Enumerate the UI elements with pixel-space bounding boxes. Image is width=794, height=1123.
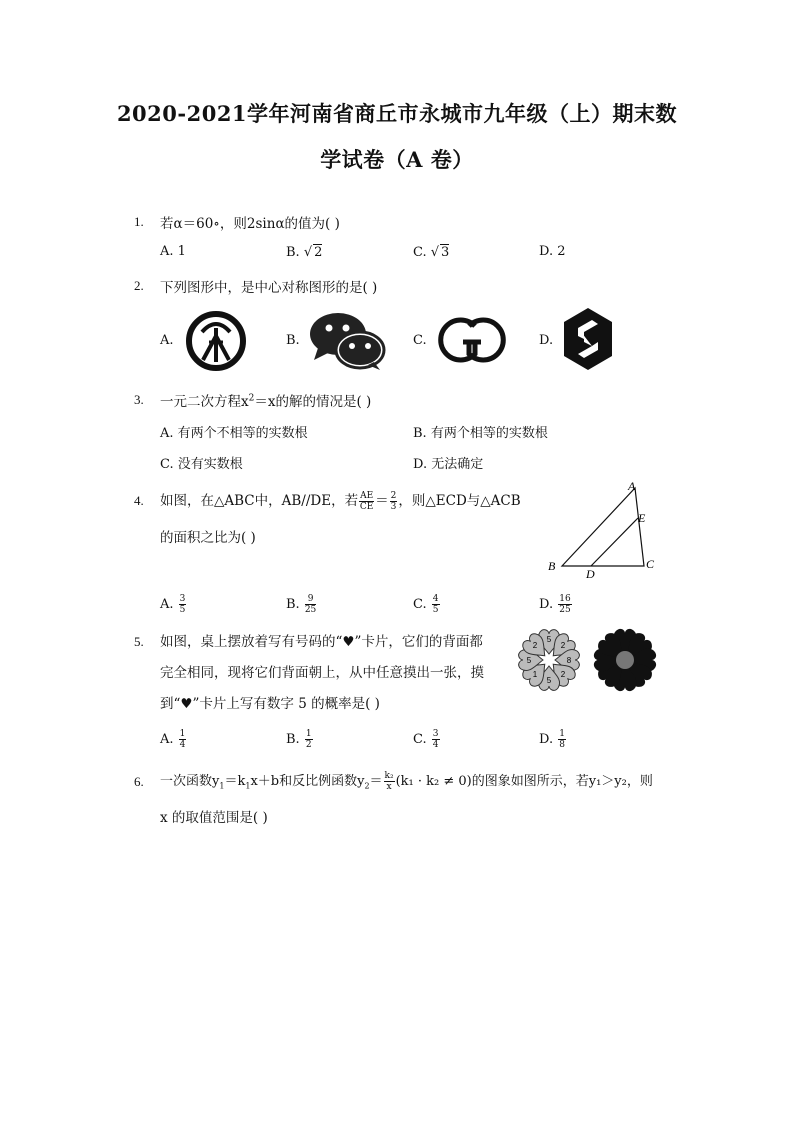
heart-cards-back: [590, 626, 660, 694]
question-text: 如图，在△ABC中，AB//DE，若 $\frac{AE}{CE}$ ＝ $\frac{2}{3}$ ，则△ECD与△ACB: [160, 491, 521, 512]
card-number: 1: [532, 670, 538, 679]
label-c: C: [646, 557, 655, 571]
option-a: A. $\frac{3}{5}$: [160, 594, 186, 615]
card-number: 2: [560, 670, 566, 679]
question-number: 6.: [134, 774, 144, 789]
option-c: C. $\frac{3}{4}$: [413, 729, 439, 750]
option-c-label: C.: [413, 333, 427, 348]
question-number: 4.: [134, 493, 144, 508]
option-d: D. 2: [539, 244, 566, 259]
option-a: A. 有两个不相等的实数根: [160, 426, 308, 441]
option-b: B. 有两个相等的实数根: [413, 426, 548, 441]
card-number: 2: [532, 641, 538, 650]
question-text: 一次函数$y_1=k_1x+b$和反比例函数$y_2=$ $\frac{\text{k₂}}{x}$ (k₁ · k₂ ≠ 0)的图象如图所示，若y₁＞y₂，则: [160, 771, 653, 792]
wechat-logo-icon: [308, 310, 386, 372]
question-number: 5.: [134, 634, 144, 649]
question-number: 3.: [134, 392, 144, 407]
heart-cards-front: [514, 626, 584, 694]
card-number: 5: [526, 656, 532, 665]
card-number: 5: [546, 635, 552, 644]
option-c: C. $\frac{4}{5}$: [413, 594, 439, 615]
question-text: 一元二次方程$x^2=x$的解的情况是( ): [160, 393, 372, 410]
label-e: E: [638, 511, 646, 525]
question-text: 下列图形中，是中心对称图形的是( ): [160, 280, 378, 296]
question-text-line2: x 的取值范围是( ): [160, 810, 268, 826]
question-text-line2: 完全相同，现将它们背面朝上，从中任意摸出一张，摸: [160, 665, 484, 681]
option-a-label: A.: [160, 333, 174, 348]
option-b: B. √ 2: [286, 245, 323, 260]
emblem-icon: [185, 310, 247, 372]
question-text-line3: 到“♥”卡片上写有数字 5 的概率是( ): [160, 696, 380, 712]
option-d: D. 无法确定: [413, 457, 484, 472]
option-b-label: B.: [286, 333, 300, 348]
option-b: B. $\frac{1}{2}$: [286, 729, 312, 750]
option-d: D. $\frac{1}{8}$: [539, 729, 565, 750]
question-text: 如图，桌上摆放着写有号码的“♥”卡片，它们的背面都: [160, 634, 483, 650]
interlocking-g-logo-icon: [435, 312, 509, 368]
label-b: B: [548, 559, 556, 573]
card-number: 8: [566, 656, 572, 665]
card-number: 5: [546, 676, 552, 685]
triangle-figure: [540, 478, 665, 580]
page-title-line2: 学试卷（A 卷）: [320, 147, 474, 172]
label-a: A: [628, 479, 636, 493]
option-d-label: D.: [539, 333, 554, 348]
option-a: A. 1: [160, 244, 186, 259]
question-text-line2: 的面积之比为( ): [160, 530, 256, 546]
card-number: 2: [560, 641, 566, 650]
hexagon-logo-icon: [562, 306, 614, 372]
question-number: 2.: [134, 278, 144, 293]
option-a: A. $\frac{1}{4}$: [160, 729, 186, 750]
question-number: 1.: [134, 214, 144, 229]
label-d: D: [586, 567, 595, 581]
question-text: 若α＝60∘，则2sinα的值为( ): [160, 216, 340, 232]
option-b: B. $\frac{9}{25}$: [286, 594, 317, 615]
option-d: D. $\frac{16}{25}$: [539, 594, 571, 615]
option-c: C. √ 3: [413, 245, 450, 260]
option-c: C. 没有实数根: [160, 457, 243, 472]
page-title: 2020-2021学年河南省商丘市永城市九年级（上）期末数: [116, 101, 678, 126]
